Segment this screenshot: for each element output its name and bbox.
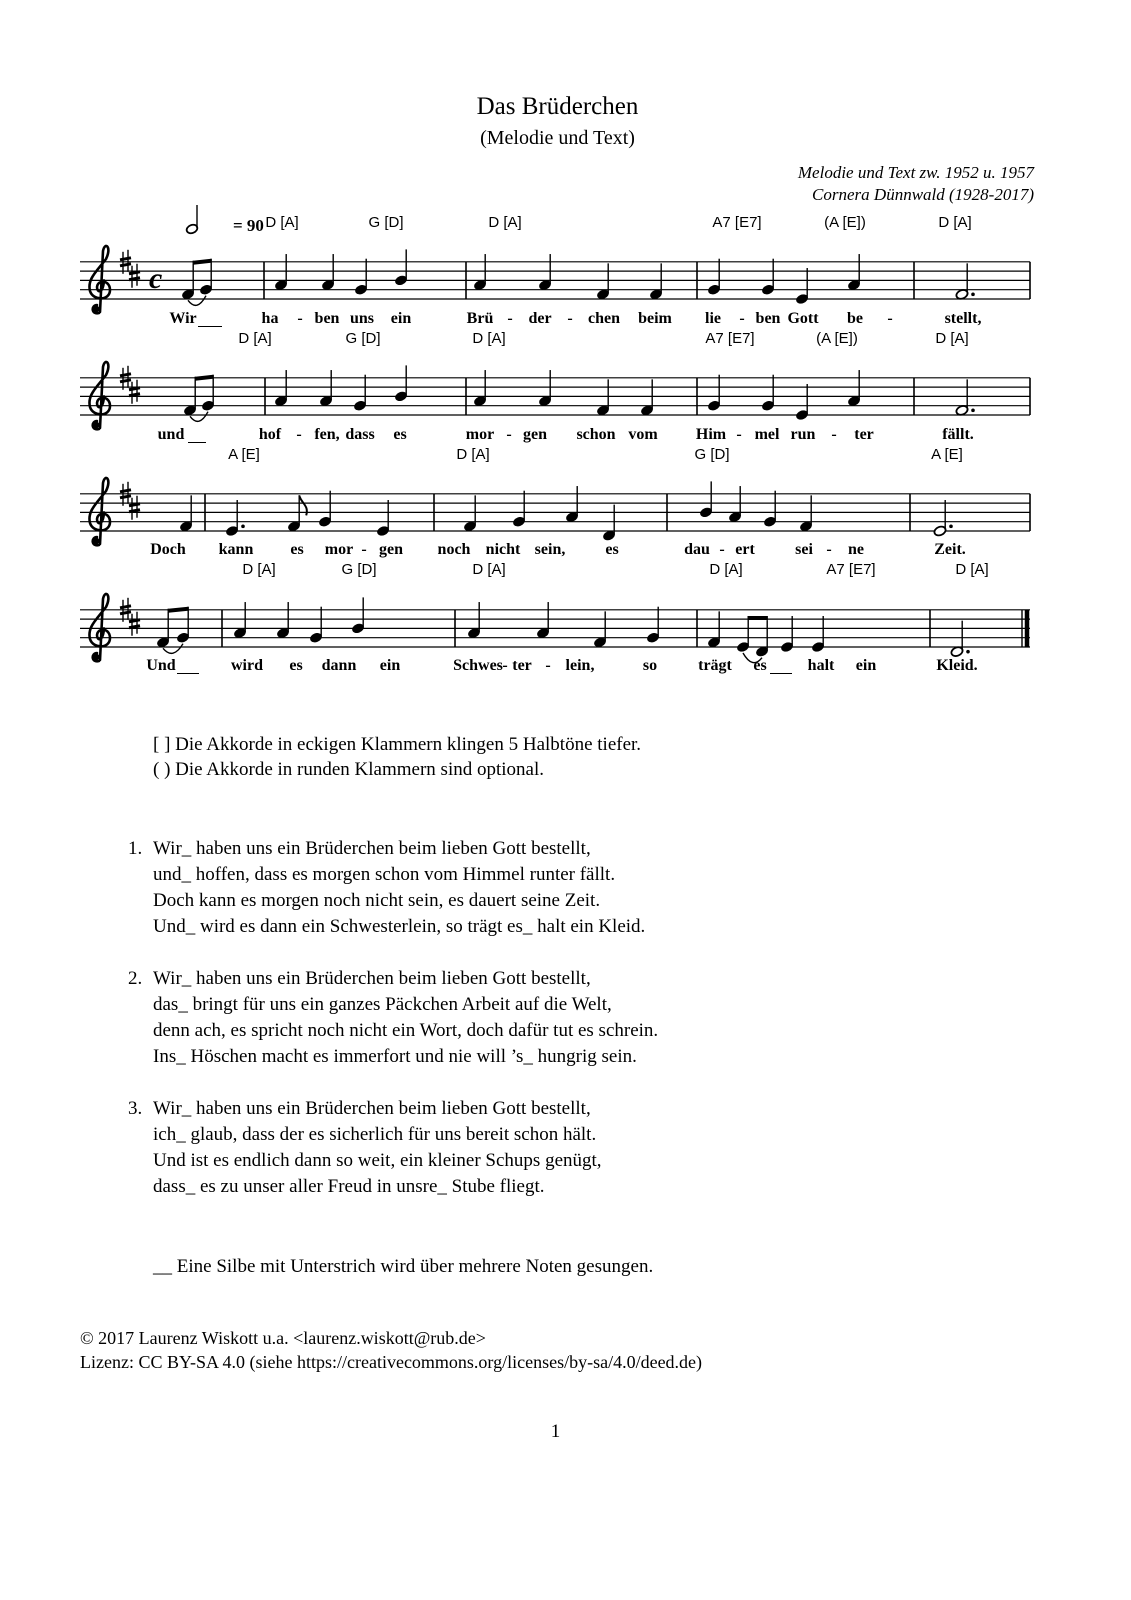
lyric-hyphen: -	[296, 426, 302, 443]
lyric-syllable: mor	[324, 541, 354, 558]
chord-symbol: (A [E])	[816, 330, 858, 347]
lyric-syllable: ein	[390, 310, 412, 327]
chord-symbol: A7 [E7]	[826, 561, 876, 578]
chord-symbol: D [A]	[238, 330, 272, 347]
treble-clef-icon	[89, 362, 110, 429]
chord-symbol: D [A]	[935, 330, 969, 347]
verse-line: ich_ glaub, dass der es sicherlich für uns bereit schon hält.	[153, 1124, 597, 1145]
lyric-syllable: sein,	[534, 541, 566, 558]
sharp-icon	[129, 272, 140, 274]
lyric-extender	[177, 673, 199, 674]
lyric-syllable: trägt	[698, 657, 732, 674]
sharp-icon	[120, 612, 131, 614]
chord-symbol: D [A]	[456, 446, 490, 463]
chord-symbol: G [D]	[341, 561, 377, 578]
sharp-icon	[120, 374, 131, 376]
lyric-hyphen: -	[719, 541, 725, 558]
treble-clef-icon	[93, 538, 100, 545]
lyric-hyphen: -	[739, 310, 745, 327]
copyright: © 2017 Laurenz Wiskott u.a. <laurenz.wiskott@rub.de>	[80, 1328, 486, 1348]
lyric-extender	[770, 673, 792, 674]
lyric-syllable: mel	[754, 426, 780, 443]
legend-line: [ ] Die Akkorde in eckigen Klammern klingen 5 Halbtöne tiefer.	[153, 734, 642, 755]
lyric-syllable: ne	[848, 541, 864, 558]
lyric-syllable: sei	[795, 541, 813, 558]
verse-line: Ins_ Höschen macht es immerfort und nie will ’s_ hungrig sein.	[153, 1046, 637, 1067]
chord-symbol: (A [E])	[824, 214, 866, 231]
verse-line: Wir_ haben uns ein Brüderchen beim lieben Gott bestellt,	[153, 1098, 591, 1119]
sharp-icon	[129, 394, 140, 396]
lyric-syllable: halt	[807, 657, 835, 674]
lyric-syllable: der	[528, 310, 552, 327]
note-beam	[168, 607, 188, 613]
lyric-syllable: ein	[855, 657, 877, 674]
chord-symbol: A [E]	[228, 446, 260, 463]
note-beam	[748, 616, 767, 620]
verse-line: und_ hoffen, dass es morgen schon vom Himmel runter fällt.	[153, 864, 616, 885]
lyric-syllable: gen	[523, 426, 547, 443]
verse-number: 1.	[128, 838, 143, 859]
dot	[241, 525, 245, 529]
verse-line: Doch kann es morgen noch nicht sein, es dauert seine Zeit.	[153, 890, 601, 911]
chord-symbol: G [D]	[345, 330, 381, 347]
sharp-icon	[129, 278, 140, 280]
chord-symbol: D [A]	[472, 330, 506, 347]
verse-line: denn ach, es spricht noch nicht ein Wort, doch dafür tut es schrein.	[153, 1020, 659, 1041]
lyric-hyphen: -	[831, 426, 837, 443]
lyric-hyphen: -	[887, 310, 893, 327]
lyric-syllable: ter	[854, 426, 874, 443]
chord-symbol: A7 [E7]	[705, 330, 755, 347]
credit-line: Cornera Dünnwald (1928-2017)	[812, 185, 1034, 204]
lyric-syllable: es	[289, 657, 303, 674]
lyric-syllable: Brü	[466, 310, 494, 327]
lyric-syllable: hof	[258, 426, 282, 443]
treble-clef-icon	[89, 594, 110, 661]
lyric-syllable: dann	[321, 657, 357, 674]
verse-number: 2.	[128, 968, 143, 989]
lyric-hyphen: -	[826, 541, 832, 558]
sharp-icon	[120, 606, 131, 608]
treble-clef-icon	[93, 654, 100, 661]
lyric-syllable: mor	[465, 426, 495, 443]
verse-number: 3.	[128, 1098, 143, 1119]
lyric-syllable: ein	[379, 657, 401, 674]
chord-symbol: D [A]	[488, 214, 522, 231]
lyric-syllable: Zeit.	[934, 541, 966, 558]
lyric-hyphen: -	[567, 310, 573, 327]
lyric-syllable: chen	[588, 310, 620, 327]
lyric-extender	[198, 326, 222, 327]
sharp-icon	[129, 510, 140, 512]
lyric-syllable: vom	[628, 426, 658, 443]
lyric-hyphen: -	[297, 310, 303, 327]
lyric-syllable: noch	[437, 541, 471, 558]
lyric-syllable: run	[790, 426, 816, 443]
lyric-extender	[188, 442, 206, 443]
lyric-syllable: nicht	[485, 541, 521, 558]
song-title: Das Brüderchen	[476, 93, 639, 120]
verse-line: Und_ wird es dann ein Schwesterlein, so trägt es_ halt ein Kleid.	[153, 916, 646, 937]
license: Lizenz: CC BY-SA 4.0 (siehe https://creativecommons.org/licenses/by-sa/4.0/deed.de)	[80, 1352, 703, 1372]
lyric-syllable: gen	[379, 541, 403, 558]
sharp-icon	[120, 490, 131, 492]
verse-line: Wir_ haben uns ein Brüderchen beim lieben Gott bestellt,	[153, 968, 591, 989]
dot	[966, 650, 970, 654]
sharp-icon	[129, 620, 140, 622]
extender-note: __ Eine Silbe mit Unterstrich wird über mehrere Noten gesungen.	[153, 1256, 654, 1277]
chord-symbol: D [A]	[709, 561, 743, 578]
lyric-syllable: es	[605, 541, 619, 558]
dot	[949, 525, 953, 529]
lyric-syllable: wird	[231, 657, 263, 674]
verse-line: Und ist es endlich dann so weit, ein kleiner Schups genügt,	[153, 1150, 602, 1171]
lyric-syllable: schon	[576, 426, 616, 443]
lyric-syllable: dass	[345, 426, 375, 443]
sharp-icon	[120, 496, 131, 498]
lyric-hyphen: -	[361, 541, 367, 558]
chord-symbol: D [A]	[938, 214, 972, 231]
verse-line: dass_ es zu unser aller Freud in unsre_ Stube fliegt.	[153, 1176, 545, 1197]
time-signature: c	[149, 262, 163, 295]
lyric-hyphen: -	[506, 426, 512, 443]
chord-symbol: D [A]	[955, 561, 989, 578]
lyric-syllable: fällt.	[942, 426, 974, 443]
lyric-syllable: kann	[218, 541, 254, 558]
chord-symbol: A7 [E7]	[712, 214, 762, 231]
chord-symbol: A [E]	[931, 446, 963, 463]
treble-clef-icon	[93, 306, 100, 313]
lyric-syllable: fen,	[314, 426, 340, 443]
sharp-icon	[129, 504, 140, 506]
credit-line: Melodie und Text zw. 1952 u. 1957	[797, 163, 1034, 182]
lyric-syllable: ter	[512, 657, 532, 674]
dot	[971, 293, 975, 297]
lyric-syllable: Schwes	[453, 657, 503, 674]
lyric-hyphen: -	[736, 426, 742, 443]
sharp-icon	[129, 388, 140, 390]
lyric-syllable: es	[290, 541, 304, 558]
sharp-icon	[120, 264, 131, 266]
lyric-syllable: Wir	[169, 310, 197, 327]
chord-symbol: D [A]	[472, 561, 506, 578]
chord-symbol: D [A]	[242, 561, 276, 578]
lyric-syllable: ben	[755, 310, 781, 327]
lyric-syllable: so	[642, 657, 658, 674]
tempo-marking: = 90	[233, 216, 264, 235]
sharp-icon	[129, 626, 140, 628]
lyric-syllable: beim	[638, 310, 672, 327]
legend-line: ( ) Die Akkorde in runden Klammern sind optional.	[153, 759, 545, 780]
lyric-syllable: uns	[349, 310, 375, 327]
note-beam	[193, 259, 211, 265]
sharp-icon	[120, 258, 131, 260]
music-score	[0, 0, 1131, 700]
lyric-syllable: Doch	[150, 541, 186, 558]
song-subtitle: (Melodie und Text)	[480, 127, 635, 149]
chord-symbol: D [A]	[265, 214, 299, 231]
verse-line: das_ bringt für uns ein ganzes Päckchen Arbeit auf die Welt,	[153, 994, 612, 1015]
lyric-syllable: ben	[314, 310, 340, 327]
verse-line: Wir_ haben uns ein Brüderchen beim lieben Gott bestellt,	[153, 838, 591, 859]
lyric-syllable: ert	[735, 541, 755, 558]
treble-clef-icon	[89, 478, 110, 545]
lyric-syllable: lie	[705, 310, 721, 327]
chord-symbol: G [D]	[368, 214, 404, 231]
lyric-syllable: be	[847, 310, 863, 327]
lyric-syllable: Him	[695, 426, 727, 443]
lyric-syllable: stellt,	[944, 310, 982, 327]
lyric-syllable: dau	[684, 541, 710, 558]
lyric-hyphen: -	[507, 310, 513, 327]
dot	[971, 409, 975, 413]
chord-symbol: G [D]	[694, 446, 730, 463]
lyric-hyphen: -	[545, 657, 551, 674]
treble-clef-icon	[93, 422, 100, 429]
lyric-syllable: es	[393, 426, 407, 443]
lyric-syllable: es	[753, 657, 767, 674]
lyric-syllable: und	[157, 426, 185, 443]
lyric-syllable: Und	[146, 657, 176, 674]
treble-clef-icon	[89, 246, 110, 313]
page-number: 1	[550, 1421, 561, 1442]
lyric-syllable: Gott	[787, 310, 819, 327]
lyric-syllable: lein,	[565, 657, 595, 674]
note-beam	[195, 375, 213, 381]
lyric-syllable: ha	[261, 310, 279, 327]
lyric-hyphen: -	[502, 657, 508, 674]
sharp-icon	[120, 380, 131, 382]
lyric-syllable: Kleid.	[936, 657, 978, 674]
